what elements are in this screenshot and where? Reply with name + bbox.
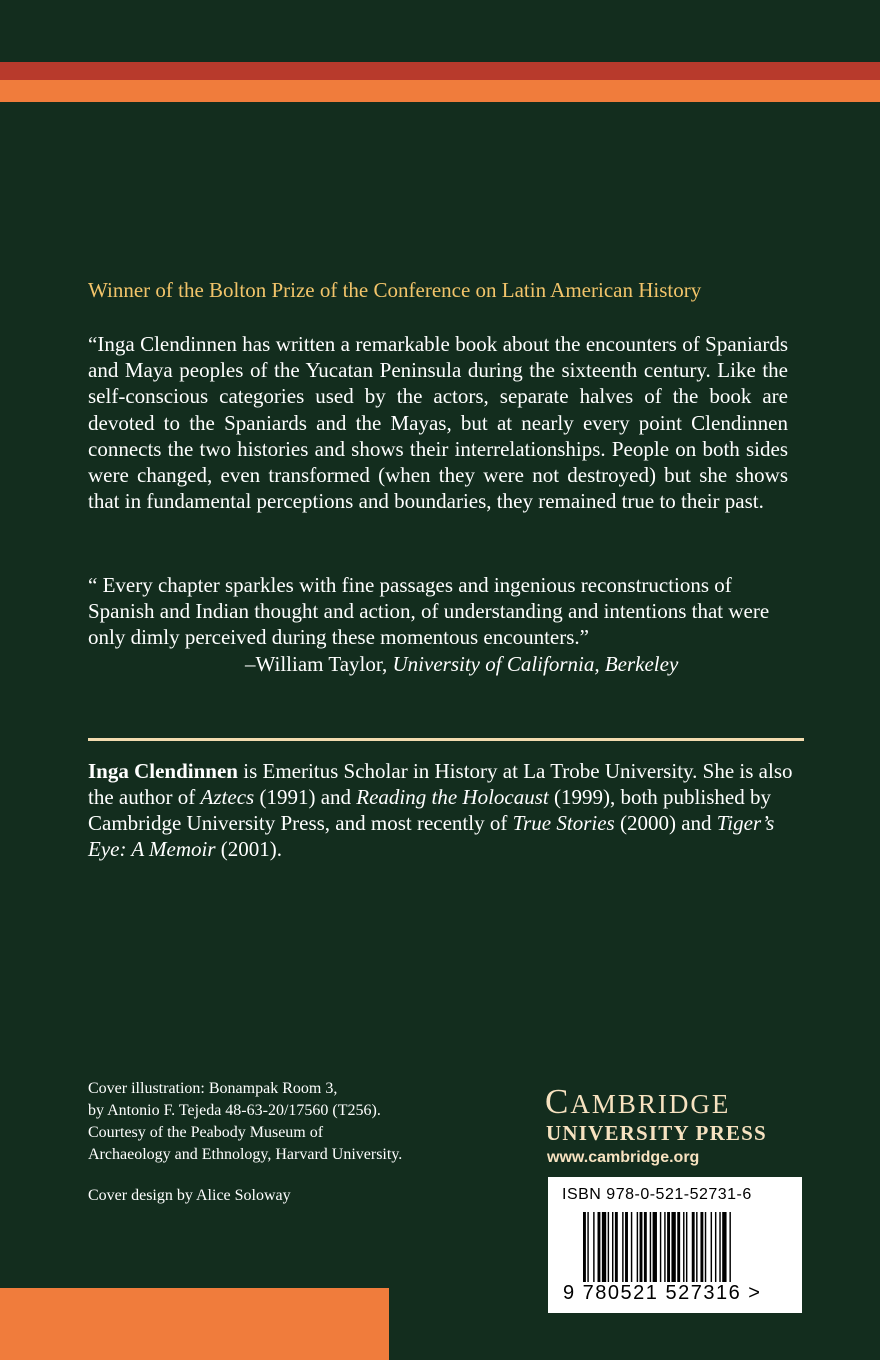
bio-text: (2001). (215, 837, 283, 861)
book-title: Aztecs (200, 785, 255, 809)
top-red-stripe (0, 62, 880, 80)
author-name: Inga Clendinnen (88, 759, 238, 783)
attribution-university: University of California, (392, 652, 600, 676)
credit-line: Cover illustration: Bonampak Room 3, (88, 1080, 338, 1097)
bottom-orange-block (0, 1288, 389, 1360)
book-title: Reading the Holocaust (356, 785, 549, 809)
prize-line: Winner of the Bolton Prize of the Conference on Latin American History (88, 278, 702, 302)
publisher-rest: AMBRIDGE (570, 1089, 731, 1119)
publisher-initial: C (545, 1082, 571, 1121)
bio-text: is Emeritus Scholar in History at La Trobe University. She is also the author of (88, 759, 793, 809)
credit-line: by Antonio F. Tejeda 48-63-20/17560 (T256). (88, 1102, 381, 1119)
credit-line: Courtesy of the Peabody Museum of (88, 1124, 324, 1141)
review-quote-2: “ Every chapter sparkles with fine passages and ingenious reconstructions of Spanish and Indian thought and action, of understanding and intentions that were only dimly perceived during these momentous encounters.” (88, 573, 770, 650)
barcode-icon (583, 1212, 768, 1282)
attribution-campus: Berkeley (604, 652, 679, 676)
attribution-name: –William Taylor, (245, 652, 388, 676)
publisher-url: www.cambridge.org (547, 1149, 700, 1166)
cover-design-credit: Cover design by Alice Soloway (88, 1187, 291, 1204)
book-title: True Stories (512, 811, 615, 835)
isbn-label: ISBN 978-0-521-52731-6 (562, 1186, 752, 1203)
divider-rule (88, 738, 804, 741)
quote-attribution (245, 651, 678, 677)
publisher-subtitle: UNIVERSITY PRESS (546, 1121, 767, 1145)
bio-text: (1991) and (254, 785, 357, 809)
bio-text: (1999), both published by Cambridge University Press, and most recently of (88, 785, 771, 835)
book-title: Tiger’s Eye: A Memoir (88, 811, 775, 861)
review-quote-1: “Inga Clendinnen has written a remarkable book about the encounters of Spaniards and Maya peoples of the Yucatan Peninsula during the sixteenth century. Like the self-conscious categories used by the actors, separate halves of the book are devoted to the Spaniards and the Mayas, but at nearly every point Clendinnen connects the two histories and shows their interrelationships. People on both sides were changed, even transformed (when they were not destroyed) but she shows that in fundamental perceptions and boundaries, they remained true to their past. (88, 332, 788, 514)
top-orange-stripe (0, 80, 880, 102)
credit-line: Archaeology and Ethnology, Harvard University. (88, 1146, 403, 1163)
cover-illustration-credit (88, 1078, 508, 1166)
publisher-name (545, 1082, 730, 1122)
isbn-digits: 9 780521 527316 > (563, 1282, 762, 1304)
author-bio (88, 758, 808, 862)
bio-text: (2000) and (614, 811, 717, 835)
